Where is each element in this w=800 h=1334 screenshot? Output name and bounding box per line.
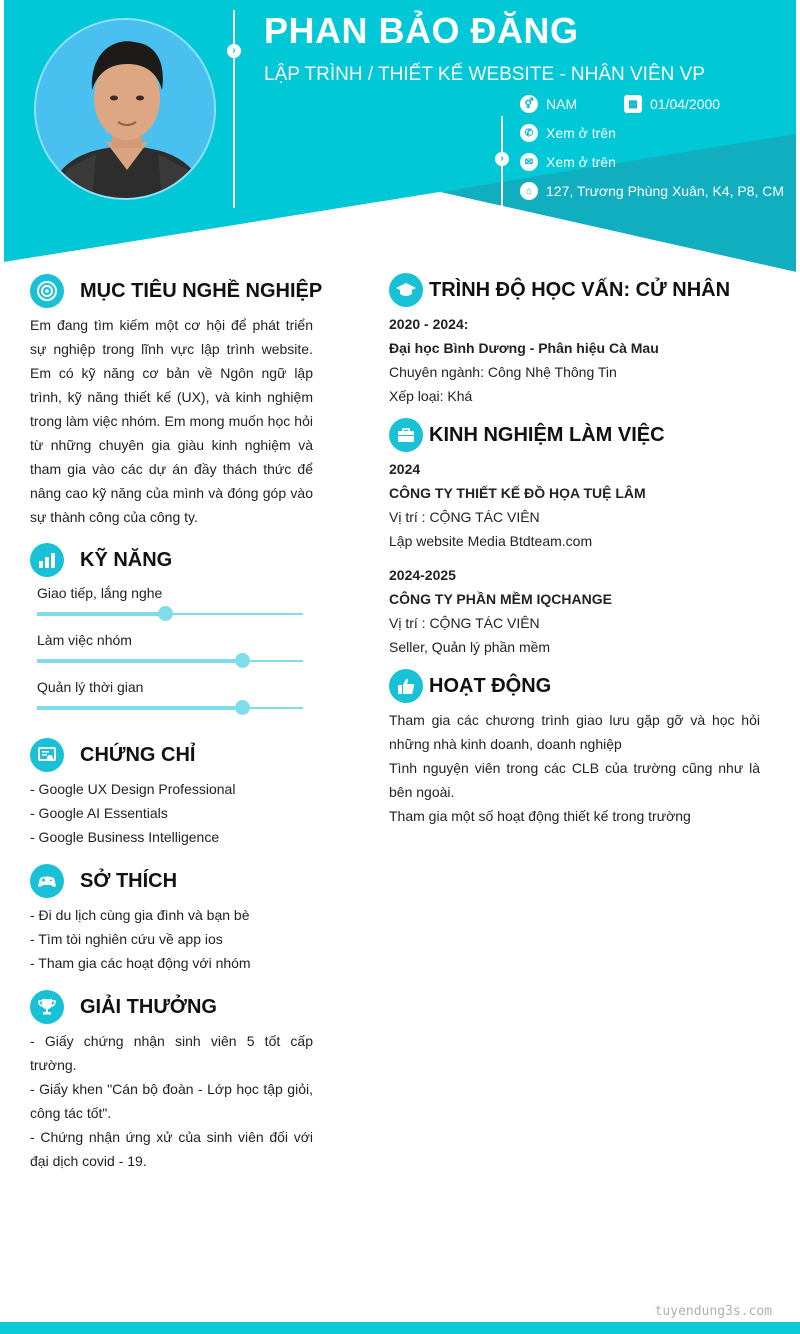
hobbies-title: SỞ THÍCH (80, 869, 178, 892)
email-value: Xem ở trên (546, 154, 616, 170)
certificates-title: CHỨNG CHỈ (80, 743, 196, 766)
objective-text: Em đang tìm kiếm một cơ hội để phát triển sự nghiệp trong lĩnh vực lập trình website. Em có kỹ năng cơ bản về Ngôn ngữ lập trình, kỹ năng thiết kế (UX), và kinh nghiệm trong làm việc nhóm. Em mong muốn học hỏi từ những chuyên gia giàu kinh nghiệm và tham gia vào các dự án đầy thách thức để nâng cao kỹ năng của mình và đóng góp vào sự thành công của công ty. (30, 317, 313, 525)
certificate-item: - Google AI Essentials (30, 805, 168, 821)
gamepad-icon (30, 864, 64, 898)
candidate-name: PHAN BẢO ĐĂNG (264, 10, 579, 51)
email-icon: ✉ (520, 153, 538, 171)
gender-value: NAM (546, 96, 578, 112)
calendar-icon: ▦ (624, 95, 642, 113)
skill-bar-track (37, 707, 303, 709)
skill-label: Quản lý thời gian (37, 679, 144, 695)
activity-item: Tham gia các chương trình giao lưu gặp gỡ và học hỏi những nhà kinh doanh, doanh nghiệp (389, 712, 760, 752)
hobbies-section-header (30, 864, 177, 898)
award-item: - Giấy chứng nhận sinh viên 5 tốt cấp trường. (30, 1033, 313, 1073)
job-year: 2024 (389, 461, 421, 477)
skill-item (37, 585, 303, 615)
footer-bar (0, 1322, 800, 1334)
awards-list (30, 1029, 313, 1173)
skill-bar-knob (235, 653, 250, 668)
briefcase-icon (389, 418, 423, 452)
address-info (520, 182, 784, 200)
skill-bar-knob (235, 700, 250, 715)
birthday-info (624, 95, 720, 113)
skill-bar-track (37, 613, 303, 615)
job-position: Vị trí : CỘNG TÁC VIÊN (389, 615, 540, 631)
education-major: Chuyên ngành: Công Nhệ Thông Tin (389, 364, 617, 380)
skill-item (37, 679, 303, 709)
job-description: Lập website Media Btdteam.com (389, 533, 593, 549)
gender-icon: ⚥ (520, 95, 538, 113)
skill-bar-knob (158, 606, 173, 621)
education-period: 2020 - 2024: (389, 316, 469, 332)
activities-list (389, 708, 760, 828)
hobby-item: - Tham gia các hoạt động với nhóm (30, 955, 251, 971)
home-icon: ⌂ (520, 182, 538, 200)
activities-section-header (389, 669, 551, 703)
objective-section-header (30, 274, 322, 308)
skills-section-header (30, 543, 172, 577)
certificate-icon (30, 738, 64, 772)
awards-section-header (30, 990, 217, 1024)
activities-title: HOẠT ĐỘNG (429, 674, 552, 697)
chevron-right-icon: › (227, 44, 241, 58)
skill-label: Giao tiếp, lắng nghe (37, 585, 163, 601)
thumbs-up-icon (389, 669, 423, 703)
hobby-item: - Đi du lịch cùng gia đình và bạn bè (30, 907, 250, 923)
phone-icon: ✆ (520, 124, 538, 142)
job-company: CÔNG TY THIẾT KẾ ĐỒ HỌA TUỆ LÂM (389, 485, 646, 501)
job-company: CÔNG TY PHẦN MỀM IQCHANGE (389, 591, 612, 607)
skill-bar-fill (37, 612, 165, 616)
address-value: 127, Trương Phùng Xuân, K4, P8, CM (546, 183, 785, 199)
award-item: - Giấy khen "Cán bộ đoàn - Lớp học tập giỏi, công tác tốt". (30, 1081, 313, 1121)
certificates-list (30, 777, 235, 849)
person-photo (36, 20, 216, 200)
chevron-right-icon: › (495, 152, 509, 166)
watermark-text: tuyendung3s.com (654, 1304, 772, 1319)
experience-title: KINH NGHIỆM LÀM VIỆC (429, 423, 665, 446)
education-section-header (389, 273, 730, 307)
job-description: Seller, Quản lý phần mềm (389, 639, 551, 655)
skill-bar-track (37, 660, 303, 662)
objective-title: MỤC TIÊU NGHỀ NGHIỆP (80, 279, 323, 302)
target-icon (30, 274, 64, 308)
education-details (389, 312, 659, 408)
candidate-title: LẬP TRÌNH / THIẾT KẾ WEBSITE - NHÂN VIÊN VP (264, 64, 705, 85)
experience-job (389, 563, 612, 659)
email-info (520, 153, 616, 171)
job-year: 2024-2025 (389, 567, 456, 583)
education-school: Đại học Bình Dương - Phân hiệu Cà Mau (389, 340, 659, 356)
skill-item (37, 632, 303, 662)
phone-info (520, 124, 616, 142)
job-position: Vị trí : CỘNG TÁC VIÊN (389, 509, 540, 525)
skill-bar-fill (37, 706, 242, 710)
header-divider-line (233, 10, 235, 208)
award-item: - Chứng nhận ứng xử của sinh viên đối với đại dịch covid - 19. (30, 1129, 313, 1169)
birthday-value: 01/04/2000 (650, 96, 721, 112)
bar-chart-icon (30, 543, 64, 577)
skill-bar-fill (37, 659, 242, 663)
certificate-item: - Google Business Intelligence (30, 829, 220, 845)
skill-label: Làm việc nhóm (37, 632, 132, 648)
gender-info (520, 95, 577, 113)
trophy-icon (30, 990, 64, 1024)
certificates-section-header (30, 738, 195, 772)
skills-title: KỸ NĂNG (80, 548, 173, 571)
avatar (34, 18, 216, 200)
hobbies-list (30, 903, 251, 975)
certificate-item: - Google UX Design Professional (30, 781, 236, 797)
activity-item: Tham gia một số hoạt động thiết kế trong trường (389, 808, 691, 824)
experience-section-header (389, 418, 665, 452)
education-title: TRÌNH ĐỘ HỌC VẤN: CỬ NHÂN (429, 278, 731, 301)
experience-job (389, 457, 646, 553)
hobby-item: - Tìm tòi nghiên cứu về app ios (30, 931, 223, 947)
phone-value: Xem ở trên (546, 125, 616, 141)
education-rank: Xếp loại: Khá (389, 388, 473, 404)
graduation-cap-icon (389, 273, 423, 307)
activity-item: Tình nguyện viên trong các CLB của trường cũng như là bên ngoài. (389, 760, 760, 800)
awards-title: GIẢI THƯỞNG (80, 995, 217, 1018)
